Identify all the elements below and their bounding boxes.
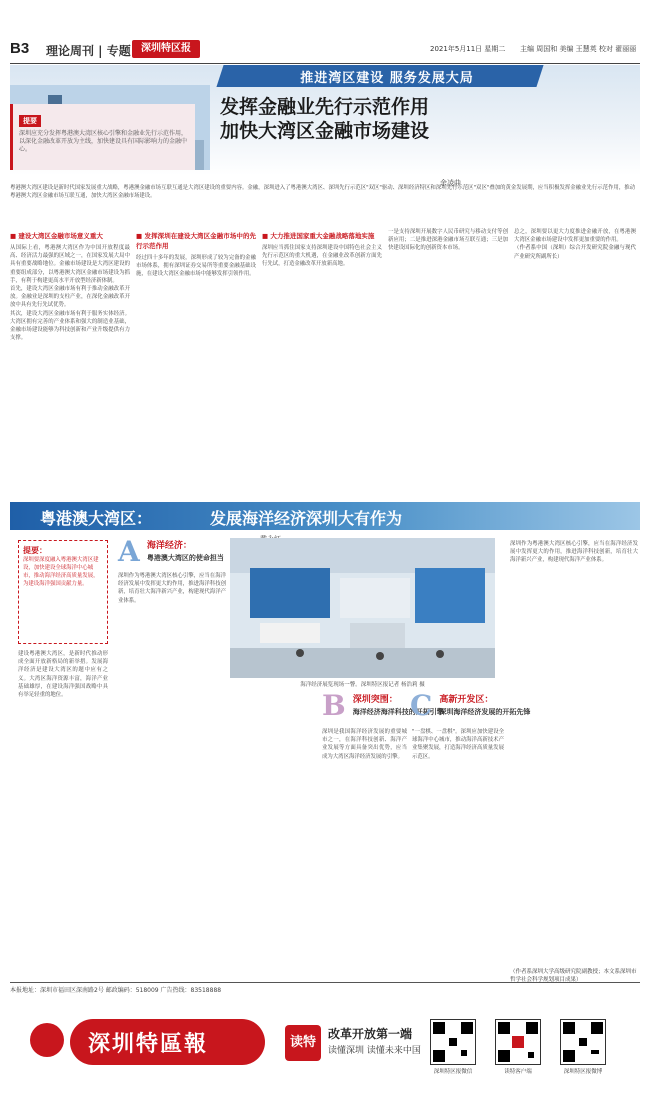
headline-line2: 加快大湾区金融市场建设 [220, 120, 430, 142]
article2-col3 [322, 728, 407, 973]
article2-title-left: 粤港澳大湾区： [40, 509, 153, 528]
article1-col2 [136, 228, 256, 474]
duteapp-icon: 读特 [285, 1025, 321, 1061]
article1-col4 [388, 228, 508, 474]
footer-slogan-2: 读懂深圳 读懂未来中国 [328, 1046, 421, 1056]
section-a-letter: A [118, 535, 140, 568]
article2-para-a: 建设粤港澳大湾区，是新时代推动形成全面开放新格局的新举措。发展海洋经济是建设大湾区的题中应有之义。大湾区海洋资源丰富，海洋产业基础雄厚，在建设海洋强国战略中具有举足轻重的地位。 [18, 651, 108, 699]
article2-para-a2: 深圳作为粤港澳大湾区核心引擎，应当在海洋经济发展中发挥更大的作用，推进海洋科技创新，培育壮大海洋新兴产业，构建现代海洋产业体系。 [118, 573, 226, 604]
article2-title-band [10, 502, 640, 530]
footer-info: 本报地址：深圳市福田区深南路2号 邮政编码：518009 广告热线：83518888 [10, 987, 222, 994]
qr-code-weibo[interactable] [560, 1019, 606, 1065]
qr-label-weibo: 深圳特区报微博 [563, 1069, 603, 1075]
subheading-1: ■ 建设大湾区金融市场意义重大 [10, 231, 130, 241]
editors-line: 主编 周国和 美编 王慧英 校对 翟丽丽 [520, 45, 637, 53]
paragraph-1: 从国际上看，粤港澳大湾区作为中国开放程度最高、经济活力最强的区域之一，在国家发展大局中具有重要战略地位。金融市场建设是大湾区建设的重要组成部分，以粤港澳大湾区金融市场建设为抓手，有利于构建更高水平开放型经济新体制。 [10, 245, 130, 284]
paragraph-4: 经过四十多年的发展，深圳形成了较为完备的金融市场体系，拥有深圳证券交易所等重要金融基础设施，在建设大湾区金融市场中能够发挥引领作用。 [136, 255, 256, 278]
paragraph-6: 一是支持深圳开展数字人民币研究与移动支付等创新应用；二是推进深港金融市场互联互通；三是加快建设国际化的创新资本市场。 [388, 229, 508, 252]
qr-label-wechat: 深圳特区报微信 [433, 1069, 473, 1075]
article2-col2 [118, 572, 226, 970]
paragraph-5: 深圳应当抓住国家支持深圳建设中国特色社会主义先行示范区的重大机遇，在金融业改革创新方面先行先试，打造金融改革开放新高地。 [262, 245, 382, 268]
qr-code-app[interactable] [495, 1019, 541, 1065]
section-b-subtitle: 海洋经济海洋科技的开拓引擎 [352, 708, 444, 716]
issue-date: 2021年5月11日 星期二 [430, 45, 506, 53]
section-c-subtitle: 深圳海洋经济发展的开拓先锋 [439, 708, 531, 716]
article2-para-c: "一盘棋、一盘棋"。深圳应加快建设全球海洋中心城市，推动海洋高新技术产业集聚发展，打造海洋经济高质量发展示范区。 [412, 729, 504, 760]
section-a-subtitle: 粤港澳大湾区的使命担当 [146, 554, 224, 562]
article2-col5 [510, 540, 638, 960]
footer-slogan-1: 改革开放第一端 [328, 1027, 413, 1041]
paragraph-3: 其次，建设大湾区金融市场有利于服务实体经济。大湾区拥有完善的产业体系和强大的制造业基础，金融市场建设能够为科技创新和产业升级提供有力支撑。 [10, 310, 130, 342]
footer-ad [10, 1005, 640, 1083]
article1-author-note: （作者系中国（深圳）综合开发研究院金融与现代产业研究所副所长） [514, 245, 636, 260]
section-a-title: 海洋经济： [146, 541, 192, 551]
section-a-heading [118, 535, 228, 568]
section-c-title: 高新开发区： [439, 695, 494, 705]
paragraph-7: 总之，深圳要以更大力度推进金融开放，在粤港澳大湾区金融市场建设中发挥更加重要的作用。 [514, 229, 636, 244]
exhibition-photo-image [230, 538, 495, 678]
section-b-title: 深圳突围： [352, 695, 398, 705]
article1-author: 余凌曲 [440, 179, 461, 187]
qr-code-wechat[interactable] [430, 1019, 476, 1065]
headline-line1: 发挥金融业先行示范作用 [220, 96, 430, 118]
article1-body [10, 184, 640, 474]
article2-abstract [18, 540, 108, 644]
article2-author-note: （作者系深圳大学高级研究院副教授；本文系深圳市哲学社会科学规划项目成果） [510, 969, 637, 983]
logo-pin-icon [30, 1023, 64, 1057]
subheading-3: ■ 大力推进国家重大金融战略落地实施 [262, 231, 382, 241]
paper-tag: 深圳特区报 [132, 40, 200, 58]
qr-label-app: 读特客户端 [504, 1069, 532, 1075]
article2-abstract-text: 深圳要深度融入粤港澳大湾区建设，加快建设全球海洋中心城市，推动海洋经济高质量发展，为建设海洋强国贡献力量。 [23, 557, 99, 587]
article2-abstract-label: 提要： [23, 546, 47, 555]
abstract-label: 提要 [19, 115, 41, 127]
article2-title-right: 发展海洋经济深圳大有作为 [210, 509, 403, 528]
exhibition-photo [230, 538, 495, 678]
paper-logo: 深圳特區報 [88, 1031, 209, 1057]
article2-para-d: 深圳作为粤港澳大湾区核心引擎，应当在海洋经济发展中发挥更大的作用，推进海洋科技创新，培育壮大海洋新兴产业，构建现代海洋产业体系。 [510, 541, 638, 564]
section-c-letter: C [410, 689, 433, 722]
page-number: B3 [10, 40, 30, 57]
article2-col1 [18, 650, 108, 970]
abstract-text: 深圳应充分发挥粤港澳大湾区核心引擎和金融业先行示范作用，以深化金融改革开放为主线，加快建设具有国际影响力的金融中心。 [19, 130, 188, 153]
article2-col4 [412, 728, 504, 973]
abstract-box [10, 104, 195, 170]
paragraph-2: 首先，建设大湾区金融市场有利于推动金融改革开放。金融业是深圳的支柱产业，在深化金融改革开放中具有先行先试优势。 [10, 286, 130, 309]
subheading-2: ■ 发挥深圳在建设大湾区金融市场中的先行示范作用 [136, 231, 256, 251]
footer-divider [10, 982, 640, 983]
article1-col1 [10, 228, 130, 474]
section-b-letter: B [322, 689, 346, 722]
article2-para-b: 深圳是我国海洋经济发展的重要城市之一，在海洋科技创新、海洋产业发展等方面具备突出优势，应当成为大湾区海洋经济发展的引擎。 [322, 729, 407, 760]
article1-headline [220, 95, 550, 143]
section-title: 理论周刊 | 专题 [46, 44, 131, 58]
page-header [10, 38, 640, 64]
article1-col5 [514, 228, 636, 474]
ribbon-text: 推进湾区建设 服务发展大局 [300, 71, 474, 86]
article1-col3 [262, 228, 382, 474]
photo-caption: 海洋经济展览现场一瞥。深圳特区报记者 杨浩莉 摄 [300, 682, 425, 688]
article1-intro: 粤港澳大湾区建设是新时代国家发展重大战略，粤港澳金融市场互联互通是大湾区建设的重要内容。金融，深圳进入了粤港澳大湾区、深圳先行示范区"双区"驱动、深圳经济特区和深圳先行示范区"双区"叠加的黄金发展期，应当积极发挥金融业先行示范作用，推动粤港澳大湾区金融市场互联互通，加快大湾区金融市场建设。 [10, 185, 635, 200]
